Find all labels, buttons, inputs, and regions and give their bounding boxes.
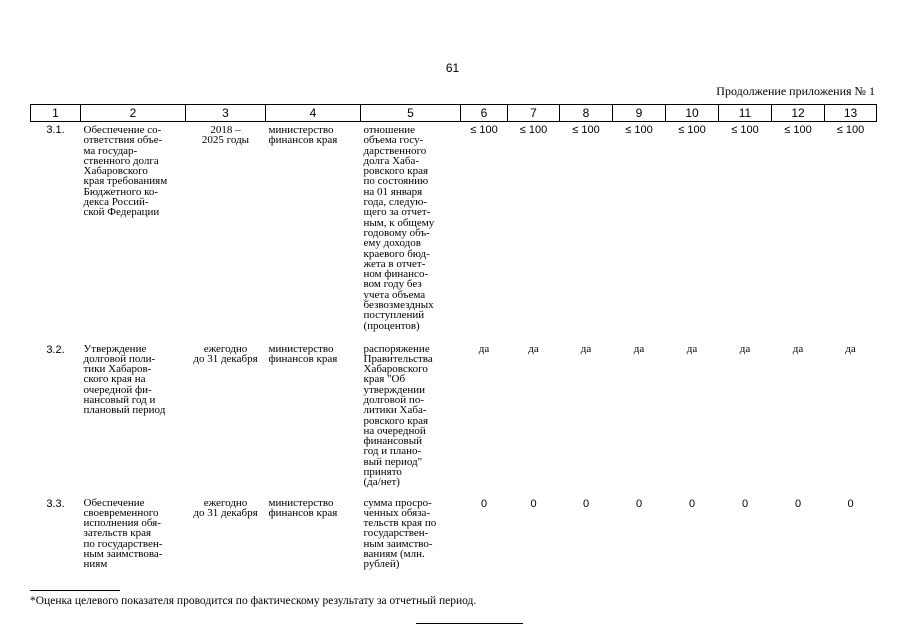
indicator-value: ≤ 100 [470,124,498,136]
indicator-value: 0 [582,497,590,510]
column-header: 4 [266,105,361,122]
footnote: *Оценка целевого показателя проводится по фактическому результату за отчетный период. [30,595,477,607]
column-header: 9 [613,105,666,122]
event-name: Обеспечение со- ответствия объе- ма государ- ственного долга Хабаровского края требованиям Бюджетного ко- декса Россий- ской Федерации [83,124,168,219]
row-number: 3.1. [46,124,65,136]
indicators-table [30,104,877,578]
column-header: 8 [560,105,613,122]
indicator-value: 0 [635,497,643,510]
event-indicator: распоряжение Правительства Хабаровского края "Об утверждении долговой по- литики Хаба- ровского края на очередной финансовый год и плано- вый период" принято (да/нет) [363,342,433,489]
indicator-value: да [580,342,592,355]
table-row [31,498,877,578]
column-header: 7 [508,105,560,122]
event-period: ежегодно до 31 декабря [193,342,258,365]
indicator-value: ≤ 100 [625,124,653,136]
table-row [31,344,877,498]
table-row [31,122,877,344]
column-header: 10 [666,105,719,122]
indicator-value: ≤ 100 [784,124,812,136]
column-header: 1 [31,105,81,122]
indicator-value: 0 [847,497,854,510]
indicator-value: да [633,342,645,355]
row-number: 3.2. [46,343,65,356]
indicator-value: 0 [530,497,537,510]
event-executor: министерство финансов края [268,342,338,365]
indicator-value: ≤ 100 [836,124,865,136]
event-name: Утверждение долговой поли- тики Хабаров- ского края на очередной фи- нансовый год и плановый период [83,342,166,417]
indicator-value: да [845,342,856,355]
column-header: 3 [186,105,266,122]
table-header-row [31,105,877,122]
indicator-value: 0 [480,497,488,510]
event-executor: министерство финансов края [268,124,338,147]
column-header: 2 [81,105,186,122]
row-number: 3.3. [46,497,65,510]
event-period: 2018 – 2025 годы [201,124,250,147]
indicator-value: ≤ 100 [519,124,548,136]
column-header: 5 [361,105,461,122]
indicator-value: да [478,342,490,355]
column-header: 13 [825,105,877,122]
indicator-value: да [792,342,804,355]
indicator-value: да [528,342,539,355]
event-period: ежегодно до 31 декабря [193,496,258,519]
indicator-value: ≤ 100 [572,124,600,136]
column-header: 11 [719,105,772,122]
indicator-value: ≤ 100 [731,124,759,136]
column-header: 12 [772,105,825,122]
indicator-value: ≤ 100 [678,124,706,136]
event-name: Обеспечение своевременного исполнения обя- зательств края по государствен- ным заимствова- ниям [83,496,163,571]
indicator-value: да [686,342,698,355]
footnote-divider [30,590,120,591]
event-executor: министерство финансов края [268,496,338,519]
indicator-value: 0 [741,497,749,510]
indicator-value: 0 [794,497,802,510]
column-header: 6 [461,105,508,122]
indicator-value: 0 [688,497,696,510]
end-divider [416,623,523,624]
page-number: 61 [445,61,460,75]
continuation-label: Продолжение приложения № 1 [716,84,875,98]
indicator-value: да [739,342,751,355]
event-indicator: отношение объема госу- дарственного долга Хаба- ровского края по состоянию на 01 января года, следую- щего за отчет- ным, к общему годовому объ- ему доходов краевого бюд- жета в отчет- ном финансо- вом году без учета объема безвозмездных поступлений (процентов) [363,124,435,332]
event-indicator: сумма просро- ченных обяза- тельств края по государствен- ным заимство- ваниям (млн. рублей) [363,496,437,571]
